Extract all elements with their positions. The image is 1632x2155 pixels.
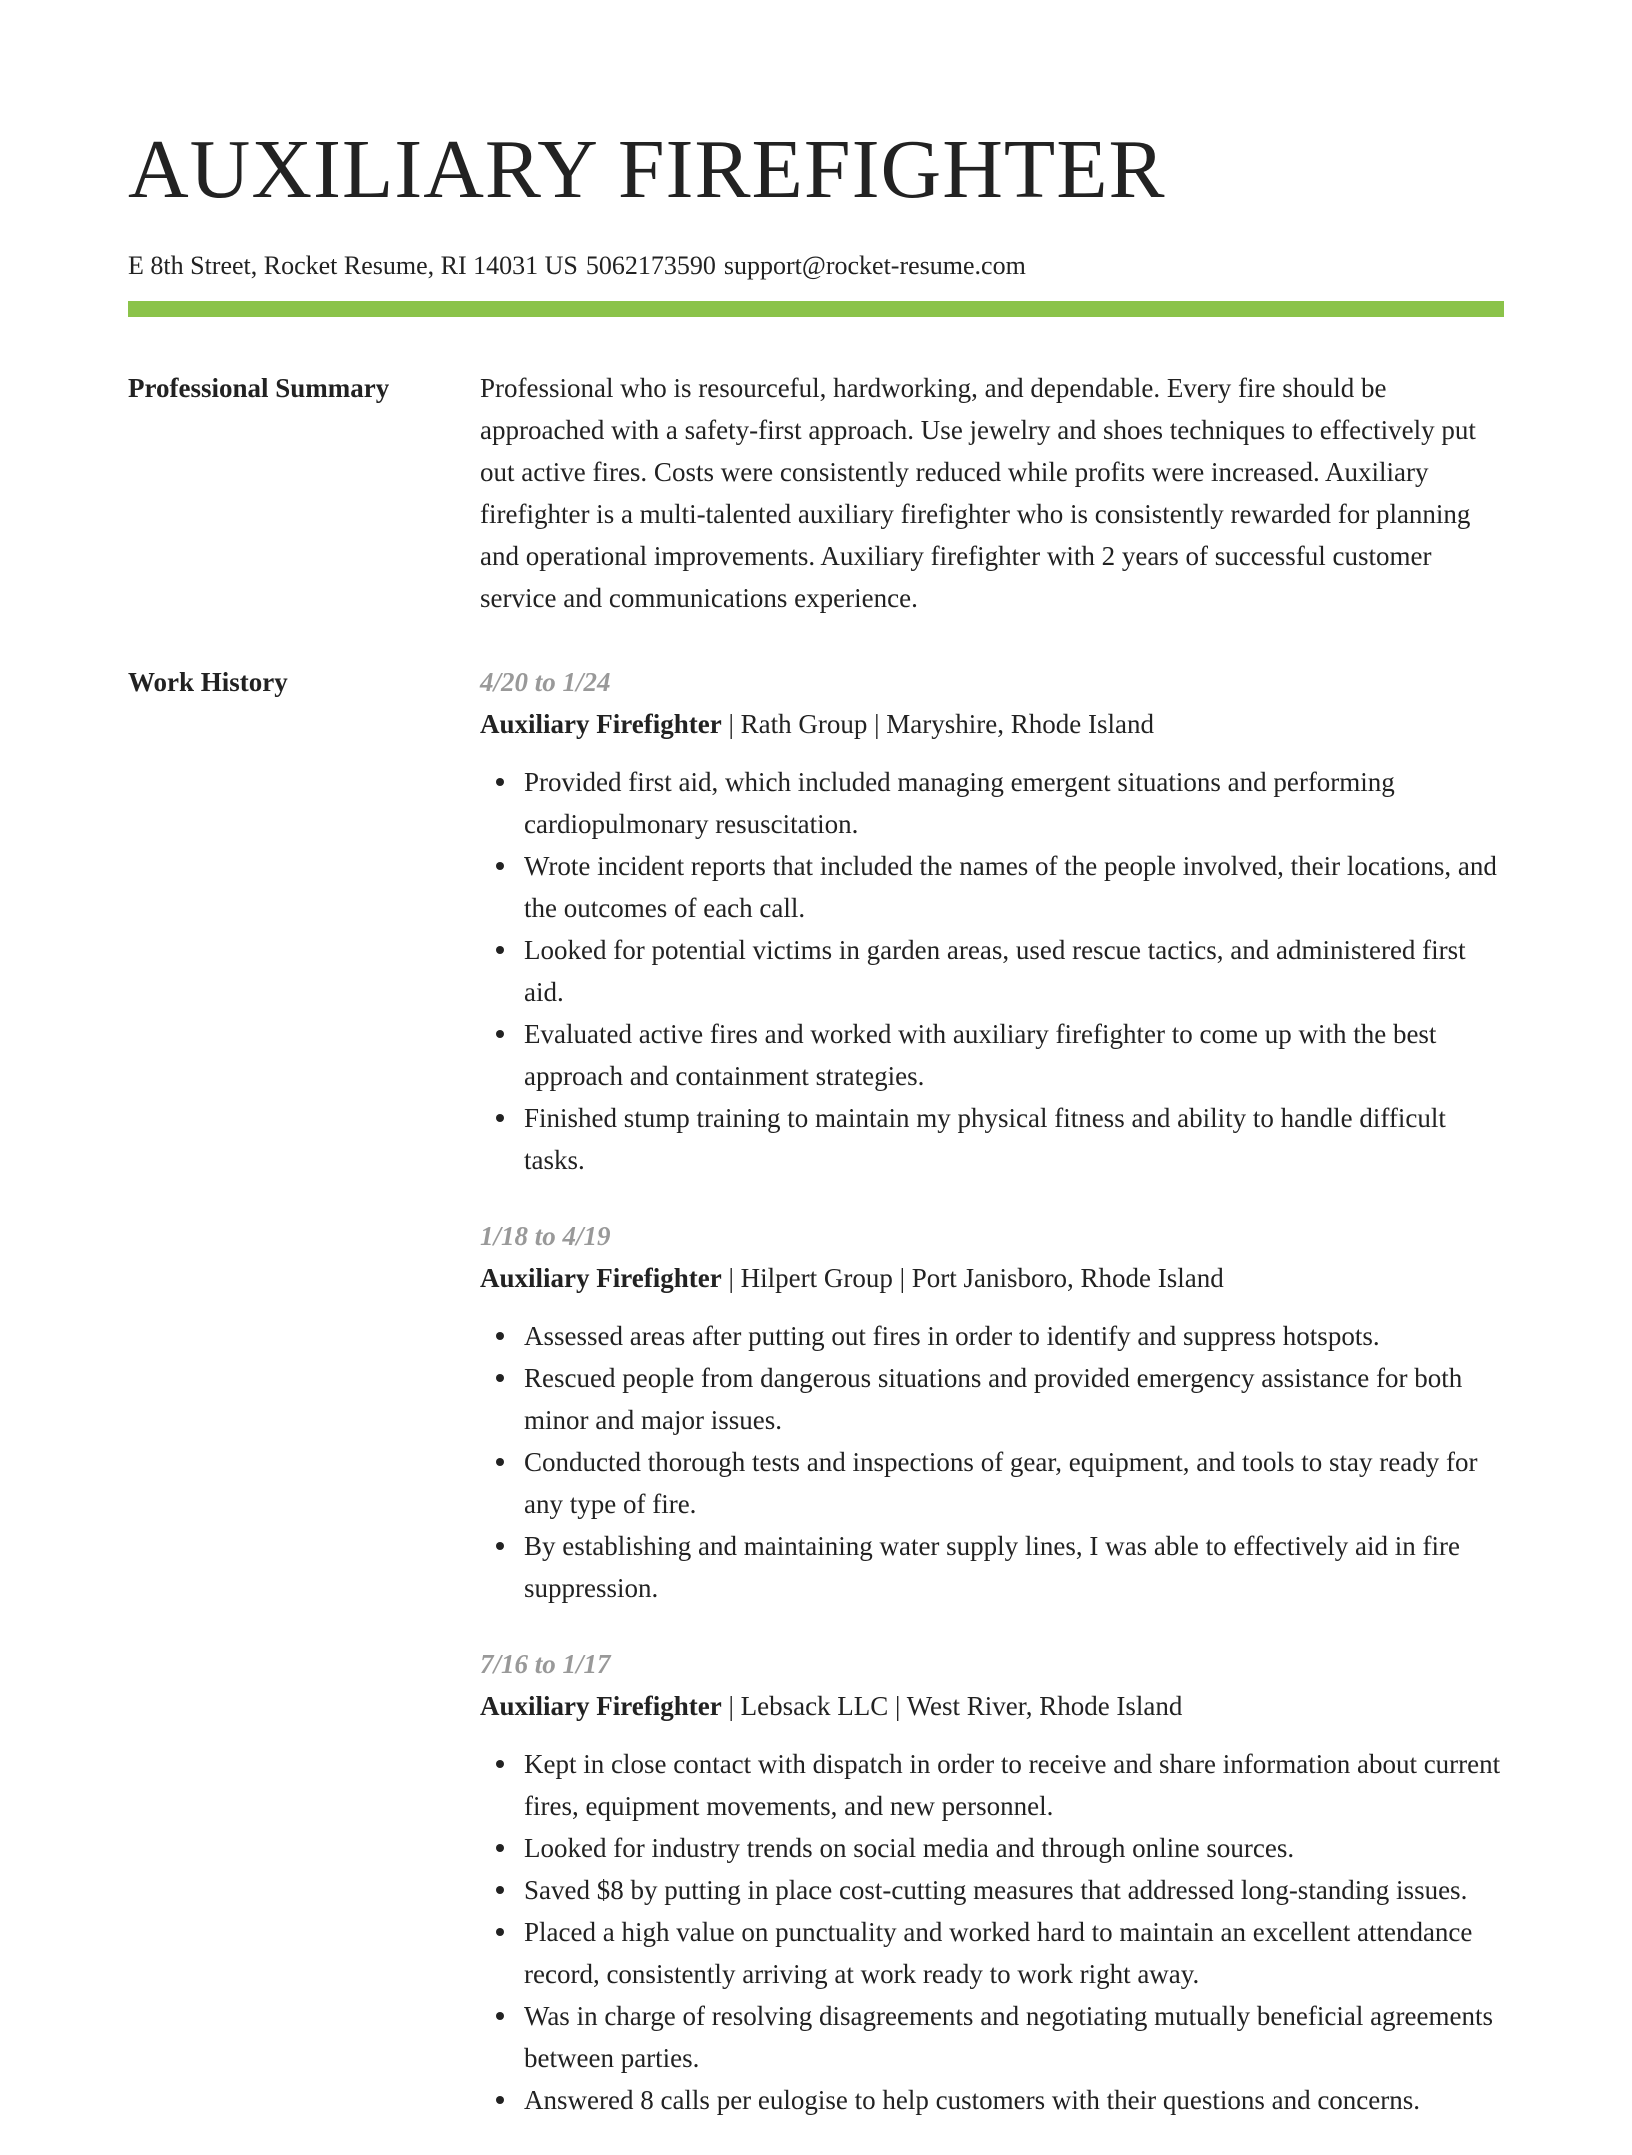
work-history-label: Work History	[128, 667, 288, 697]
job-bullet: Looked for industry trends on social media and through online sources.	[524, 1827, 1504, 1869]
job-title: Auxiliary Firefighter	[480, 1263, 722, 1293]
job-entry	[480, 661, 1504, 1181]
resume-name-heading: AUXILIARY FIREFIGHTER	[128, 123, 1166, 216]
job-bullet: Placed a high value on punctuality and worked hard to maintain an excellent attendance record, consistently arriving at work ready to work right away.	[524, 1911, 1504, 1995]
contact-phone: 5062173590	[585, 251, 716, 280]
summary-label: Professional Summary	[128, 373, 390, 403]
job-title: Auxiliary Firefighter	[480, 1691, 722, 1721]
job-details: | Hilpert Group | Port Janisboro, Rhode Island	[721, 1263, 1224, 1293]
work-history-section	[128, 661, 1504, 2155]
job-bullet: Finished stump training to maintain my physical fitness and ability to handle difficult tasks.	[524, 1097, 1504, 1181]
job-bullets	[480, 1743, 1504, 2121]
job-bullet: Rescued people from dangerous situations and provided emergency assistance for both minor and major issues.	[524, 1357, 1504, 1441]
job-heading	[480, 703, 1504, 745]
job-title: Auxiliary Firefighter	[480, 709, 722, 739]
summary-section	[128, 367, 1504, 619]
work-history-body	[480, 661, 1504, 2155]
job-heading	[480, 1257, 1504, 1299]
job-bullet: Evaluated active fires and worked with auxiliary firefighter to come up with the best approach and containment strategies.	[524, 1013, 1504, 1097]
job-dates: 4/20 to 1/24	[480, 667, 611, 697]
contact-email: support@rocket-resume.com	[723, 251, 1026, 280]
summary-body	[480, 367, 1504, 619]
job-dates: 1/18 to 4/19	[480, 1221, 611, 1251]
job-bullet: Wrote incident reports that included the names of the people involved, their locations, and the outcomes of each call.	[524, 845, 1504, 929]
job-heading	[480, 1685, 1504, 1727]
header-divider	[128, 301, 1504, 317]
contact-line	[128, 248, 1504, 284]
contact-address: E 8th Street, Rocket Resume, RI 14031 US	[128, 251, 578, 280]
job-details: | Rath Group | Maryshire, Rhode Island	[721, 709, 1154, 739]
job-bullets	[480, 761, 1504, 1181]
job-bullet: Assessed areas after putting out fires in order to identify and suppress hotspots.	[524, 1315, 1504, 1357]
job-entry	[480, 1643, 1504, 2121]
job-bullet: Was in charge of resolving disagreements and negotiating mutually beneficial agreements between parties.	[524, 1995, 1504, 2079]
job-bullets	[480, 1315, 1504, 1609]
summary-text: Professional who is resourceful, hardworking, and dependable. Every fire should be approached with a safety-first approach. Use jewelry and shoes techniques to effectively put out active fires. Costs were consistently reduced while profits were increased. Auxiliary firefighter is a multi-talented auxiliary firefighter who is consistently rewarded for planning and operational improvements. Auxiliary firefighter with 2 years of successful customer service and communications experience.	[480, 373, 1476, 613]
job-bullet: Kept in close contact with dispatch in order to receive and share information about current fires, equipment movements, and new personnel.	[524, 1743, 1504, 1827]
job-bullet: Saved $8 by putting in place cost-cutting measures that addressed long-standing issues.	[524, 1869, 1504, 1911]
job-entry	[480, 1215, 1504, 1609]
resume-page	[128, 0, 1504, 2155]
job-bullet: Conducted thorough tests and inspections of gear, equipment, and tools to stay ready for any type of fire.	[524, 1441, 1504, 1525]
job-dates: 7/16 to 1/17	[480, 1649, 611, 1679]
job-bullet: Answered 8 calls per eulogise to help customers with their questions and concerns.	[524, 2079, 1504, 2121]
job-details: | Lebsack LLC | West River, Rhode Island	[721, 1691, 1183, 1721]
job-bullet: Provided first aid, which included managing emergent situations and performing cardiopulmonary resuscitation.	[524, 761, 1504, 845]
job-bullet: Looked for potential victims in garden areas, used rescue tactics, and administered first aid.	[524, 929, 1504, 1013]
job-bullet: By establishing and maintaining water supply lines, I was able to effectively aid in fire suppression.	[524, 1525, 1504, 1609]
